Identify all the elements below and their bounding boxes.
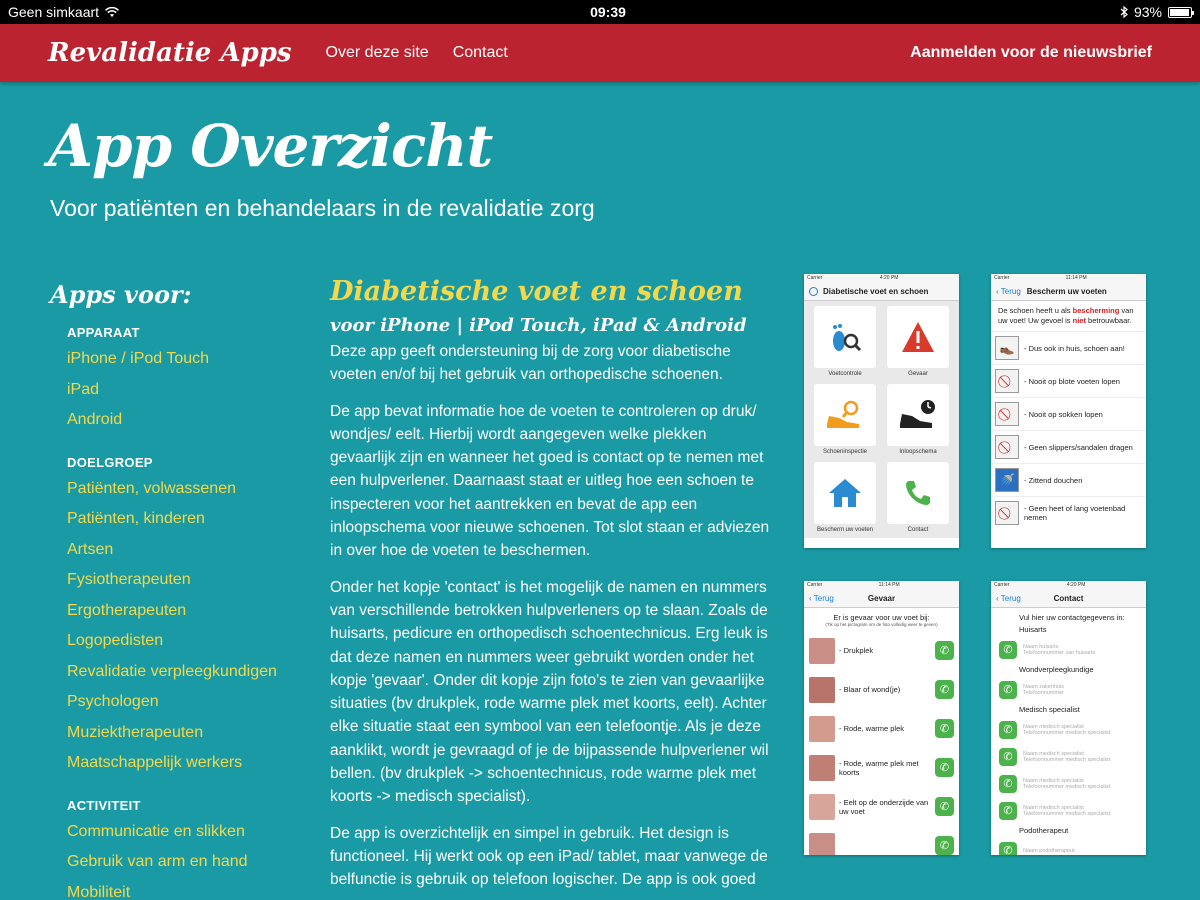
photo-thumbnail[interactable] (809, 638, 835, 664)
back-label: Terug (1000, 287, 1021, 296)
photo-thumbnail[interactable] (809, 677, 835, 703)
screen-title: Bescherm uw voeten (1026, 287, 1107, 296)
screen-title: Diabetische voet en schoen (823, 287, 929, 296)
section-heading: DOELGROEP (67, 454, 153, 470)
tile-protect-feet (813, 462, 877, 533)
carrier-label: Geen simkaart (8, 4, 100, 20)
sidebar-section-device (50, 325, 310, 441)
screenshot-protect-feet[interactable] (991, 274, 1146, 548)
back-button[interactable]: ‹ Terug (809, 594, 834, 603)
contact-row[interactable]: ✆ Naam medisch specialist Telefoonnummer medisch specialist (991, 770, 1146, 797)
article-title: Diabetische voet en schoen (330, 276, 743, 307)
sidebar-item-ipad[interactable]: iPad (67, 380, 100, 398)
list-item: - Eelt op de onderzijde van uw voet ✆ (804, 787, 959, 826)
phone-icon[interactable]: ✆ (999, 721, 1017, 739)
page-subtitle: Voor patiënten en behandelaars in de revalidatie zorg (50, 195, 595, 221)
phone-icon[interactable]: ✆ (935, 836, 954, 855)
no-socks-icon (995, 402, 1019, 426)
phone-icon[interactable]: ✆ (999, 802, 1017, 820)
carrier-label: Carrier (994, 275, 1010, 281)
carrier-label: Carrier (807, 582, 823, 588)
back-button[interactable]: ‹ Terug (996, 287, 1021, 296)
photo-thumbnail[interactable] (809, 794, 835, 820)
carrier-label: Carrier (807, 275, 823, 281)
list-item: - Nooit op blote voeten lopen (991, 364, 1146, 397)
tile-shoe-inspection (813, 384, 877, 455)
sidebar-section-audience (50, 455, 310, 784)
home-icon (827, 477, 863, 509)
sidebar-item-patients-children[interactable]: Patiënten, kinderen (67, 510, 205, 527)
section-heading: APPARAAT (67, 325, 140, 340)
shoe-clock-icon (898, 398, 938, 432)
phone-icon[interactable]: ✆ (999, 641, 1017, 659)
phone-icon[interactable]: ✆ (999, 775, 1017, 793)
contact-row[interactable]: ✆ Naam medisch specialist Telefoonnummer medisch specialist (991, 716, 1146, 743)
list-item: - Drukplek ✆ (804, 631, 959, 670)
contact-group-heading: Podotherapeut (1019, 826, 1069, 835)
sidebar-item-physiotherapists[interactable]: Fysiotherapeuten (67, 571, 191, 588)
clock: 09:39 (590, 4, 626, 20)
newsletter-link[interactable]: Aanmelden voor de nieuwsbrief (910, 44, 1152, 61)
status-bar (0, 0, 1200, 24)
article-paragraph: De app is overzichtelijk en simpel in gebruik. Het design is functioneel. Hij werkt ook op een iPad/ tablet, maar vanwege de belfunctie is gebruik op telefoon logischer. De app is ook goed (330, 824, 768, 889)
tile-label: Voetcontrole (828, 371, 862, 377)
sidebar-item-doctors[interactable]: Artsen (67, 540, 114, 558)
bluetooth-icon (1120, 6, 1128, 18)
list-item: - Nooit op sokken lopen (991, 397, 1146, 430)
seated-shower-icon: 🚿 (995, 468, 1019, 492)
contact-group-heading: Medisch specialist (1019, 705, 1080, 714)
article-platforms: voor iPhone | iPod Touch, iPad & Android (330, 315, 747, 336)
article-paragraph: Deze app geeft ondersteuning bij de zorg voor diabetische voeten en/of bij het gebruik van orthopedische schoenen. (330, 343, 731, 384)
wifi-icon (105, 7, 119, 18)
sidebar (50, 280, 310, 900)
back-button[interactable]: ‹ Terug (996, 594, 1021, 603)
brand-logo[interactable]: Revalidatie Apps (48, 38, 292, 68)
sidebar-item-psychologists[interactable]: Psychologen (67, 693, 159, 710)
sidebar-item-rehab-nurses[interactable]: Revalidatie verpleegkundigen (67, 662, 277, 680)
page-title: App Overzicht (48, 112, 493, 180)
contact-group-heading: Wondverpleegkundige (1019, 665, 1094, 674)
shoe-magnifier-icon (825, 398, 865, 432)
sidebar-item-occupational-therapists[interactable]: Ergotherapeuten (67, 601, 187, 619)
clock: 11:14 PM (878, 582, 900, 588)
clock: 11:14 PM (1065, 275, 1087, 281)
info-icon (809, 287, 818, 296)
phone-icon[interactable]: ✆ (935, 680, 954, 699)
tile-danger (886, 306, 950, 377)
tile-break-in-schedule (886, 384, 950, 455)
contact-row[interactable]: ✆ Naam podotherapeut (991, 837, 1146, 855)
nav-link-about[interactable]: Over deze site (325, 44, 429, 61)
contact-group-heading: Huisarts (1019, 625, 1047, 634)
back-label: Terug (1000, 594, 1021, 603)
list-item: - Rode, warme plek met koorts ✆ (804, 748, 959, 787)
sidebar-title: Apps voor: (50, 280, 192, 309)
section-heading: ACTIVITEIT (67, 797, 141, 813)
screenshot-home[interactable] (804, 274, 959, 548)
sidebar-section-activity (50, 798, 310, 900)
clock: 4:20 PM (879, 275, 899, 281)
battery-percentage: 93% (1133, 4, 1162, 20)
photo-thumbnail[interactable] (809, 716, 835, 742)
list-item: - Geen heet of lang voetenbad nemen (991, 496, 1146, 529)
sidebar-item-arm-hand[interactable]: Gebruik van arm en hand (67, 853, 248, 870)
screenshot-danger[interactable] (804, 581, 959, 855)
app-article (330, 276, 775, 900)
battery-icon (1168, 7, 1192, 18)
nav-link-contact[interactable]: Contact (452, 44, 508, 61)
contact-row[interactable]: ✆ Naam medisch specialist Telefoonnummer medisch specialist (991, 797, 1146, 824)
no-foot-bath-icon (995, 501, 1019, 525)
back-label: Terug (813, 594, 834, 603)
sidebar-item-mobility[interactable]: Mobiliteit (67, 883, 131, 900)
article-paragraph: De app bevat informatie hoe de voeten te controleren op druk/ wondjes/ eelt. Hierbij wordt aangegeven welke plekken gevaarlijk zijn en wanneer het goed is contact op te nemen met een hulpverlener. Daarnaast staat er uitleg hoe een schoen te inspecteren voor het aantrekken en bevat de app een inloopschema voor nieuwe schoenen. Tot slot staan er adviezen in over hoe de voeten te beschermen. (330, 402, 770, 560)
sidebar-item-speech-therapists[interactable]: Logopedisten (67, 632, 164, 649)
sidebar-item-patients-adults[interactable]: Patiënten, volwassenen (67, 479, 236, 497)
tile-contact (886, 462, 950, 533)
tile-label: Schoeninspectie (822, 449, 868, 455)
foot-magnifier-icon (827, 319, 863, 355)
phone-icon[interactable]: ✆ (999, 748, 1017, 766)
warning-icon (900, 320, 936, 354)
shoe-indoor-icon: 👞 (995, 336, 1019, 360)
tile-label: Bescherm uw voeten (816, 527, 874, 533)
contact-intro: Vul hier uw contactgegevens in: (1019, 613, 1125, 622)
tile-foot-check (813, 306, 877, 377)
photo-thumbnail[interactable] (809, 833, 835, 856)
phone-icon[interactable]: ✆ (935, 641, 954, 660)
article-paragraph: Onder het kopje 'contact' is het mogelijk de namen en nummers van verschillende betrokken hulpverleners op te slaan. Zoals de huisarts, pedicure en orthopedisch schoentechnicus. Erg leuk is dat deze namen en nummers weer gebruikt worden onder het kopje 'gevaar'. Onder dit kopje zijn foto's te zien van gevaarlijke situaties (bv drukplek, rode warme plek met koorts, eelt). Achter elke situatie staat een symbool van een telefoontje. Als je deze aanklikt, wordt je gevraagd of je de bijpassende hulpverlener wil bellen. (bv drukplek -> schoentechnicus, rode warme plek met koorts -> medisch specialist). (330, 578, 769, 806)
contact-row[interactable]: ✆ Naam zakenhuis Telefoonnummer (991, 676, 1146, 703)
no-barefoot-icon (995, 369, 1019, 393)
screenshot-contact[interactable] (991, 581, 1146, 855)
clock: 4:20 PM (1066, 582, 1086, 588)
screen-title: Gevaar (867, 594, 896, 603)
screen-title: Contact (1053, 594, 1084, 603)
list-item: 👞 - Dus ook in huis, schoen aan! (991, 331, 1146, 364)
list-item: - Blaar of wond(je) ✆ (804, 670, 959, 709)
phone-icon[interactable]: ✆ (935, 758, 954, 777)
tile-label: Inloopschema (899, 449, 937, 455)
contact-row[interactable]: ✆ Naam huisarts Telefoonnummer van huisarts (991, 636, 1146, 663)
tile-label: Contact (907, 527, 929, 533)
phone-icon (902, 477, 934, 509)
sidebar-item-communication[interactable]: Communicatie en slikken (67, 822, 245, 840)
tile-label: Gevaar (908, 371, 928, 377)
phone-icon[interactable]: ✆ (999, 842, 1017, 856)
danger-intro: Er is gevaar voor uw voet bij: (833, 613, 930, 622)
sidebar-item-android[interactable]: Android (67, 411, 123, 428)
protect-intro: De schoen heeft u als bescherming van uw voet! Uw gevoel is niet betrouwbaar. (998, 306, 1134, 325)
sidebar-item-music-therapists[interactable]: Muziektherapeuten (67, 723, 204, 741)
list-item: - Rode, warme plek ✆ (804, 709, 959, 748)
phone-icon[interactable]: ✆ (935, 719, 954, 738)
list-item: 🚿 - Zittend douchen (991, 463, 1146, 496)
photo-thumbnail[interactable] (809, 755, 835, 781)
phone-icon[interactable]: ✆ (935, 797, 954, 816)
list-item: - Geen slippers/sandalen dragen (991, 430, 1146, 463)
contact-row[interactable]: ✆ Naam medisch specialist Telefoonnummer medisch specialist (991, 743, 1146, 770)
phone-icon[interactable]: ✆ (999, 681, 1017, 699)
danger-hint: (Tik op het pictogram om de foto volledig weer te geven) (825, 622, 938, 627)
sidebar-item-iphone[interactable]: iPhone / iPod Touch (67, 350, 210, 367)
no-slippers-icon (995, 435, 1019, 459)
top-navbar (0, 24, 1200, 82)
sidebar-item-social-workers[interactable]: Maatschappelijk werkers (67, 754, 243, 771)
list-item (804, 826, 959, 855)
carrier-label: Carrier (994, 582, 1010, 588)
